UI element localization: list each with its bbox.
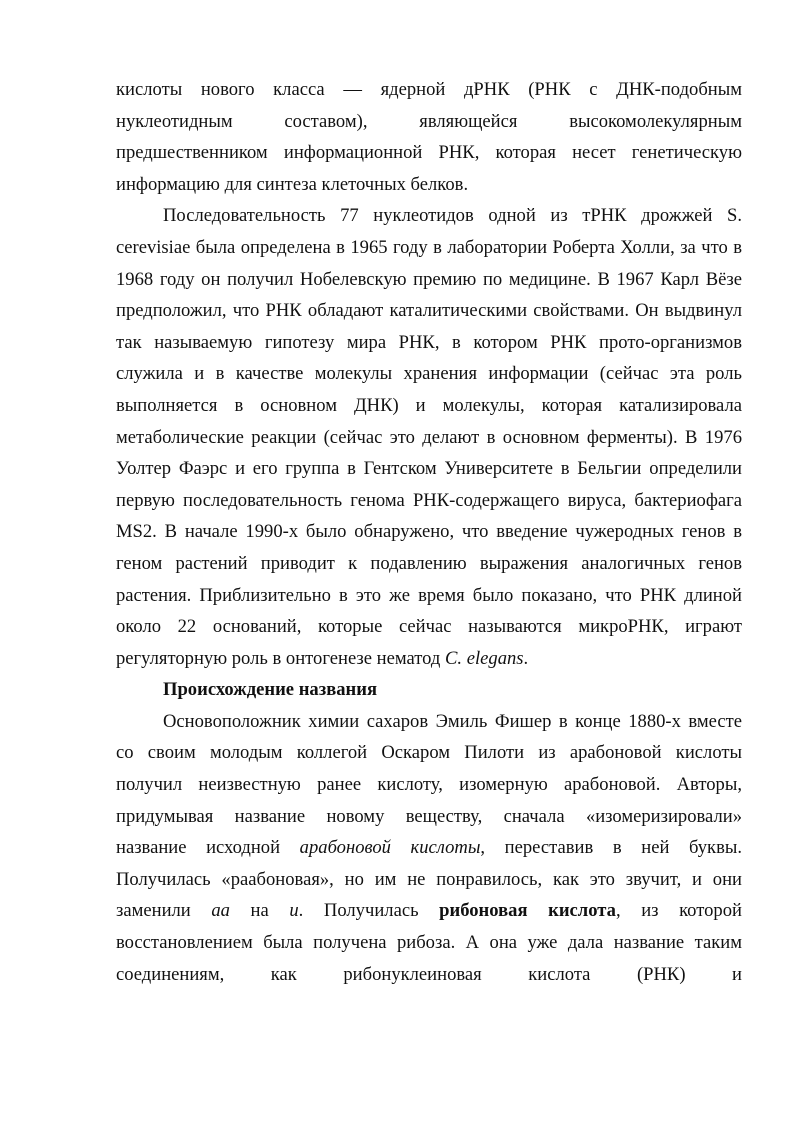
text-line: геном растений приводит к подавлению выражения аналогичных генов — [116, 552, 742, 574]
text-line — [116, 832, 742, 864]
text-line: растения. Приблизительно в это же время было показано, что РНК длиной — [116, 584, 742, 606]
text-fragment: , из которой — [615, 900, 742, 922]
document-page — [116, 74, 742, 990]
text-line: нуклеотидным составом), являющейся высокомолекулярным — [116, 110, 742, 132]
text-line: Получилась «раабоновая», но им не понравилось, как это звучит, и они — [116, 868, 742, 890]
paragraph-1 — [116, 74, 742, 200]
text-line: cerevisiae была определена в 1965 году в лаборатории Роберта Холли, за что в — [116, 236, 742, 258]
text-line: так называемую гипотезу мира РНК, в котором РНК прото-организмов — [116, 331, 742, 353]
text-line: предположил, что РНК обладают каталитическими свойствами. Он выдвинул — [116, 300, 742, 322]
text-fragment: на — [229, 900, 290, 922]
text-line: предшественником информационной РНК, которая несет генетическую — [116, 142, 742, 164]
text-line — [116, 895, 742, 927]
italic-term: арабоновой кислоты — [299, 837, 481, 859]
species-name-italic: C. elegans — [445, 647, 524, 669]
italic-term: аа — [211, 900, 230, 922]
text-line: 1968 году он получил Нобелевскую премию по медицине. В 1967 Карл Вёзе — [116, 268, 742, 290]
section-heading: Происхождение названия — [163, 679, 378, 701]
text-line: соединениям, как рибонуклеиновая кислота (РНК) и — [116, 963, 742, 985]
text-line: информацию для синтеза клеточных белков. — [116, 173, 469, 195]
paragraph-3 — [116, 706, 742, 990]
text-line — [116, 643, 742, 675]
text-line: первую последовательность генома РНК-содержащего вируса, бактериофага — [116, 489, 742, 511]
text-fragment: . Получилась — [298, 900, 440, 922]
text-fragment: название исходной — [116, 837, 300, 859]
text-line: Основоположник химии сахаров Эмиль Фишер в конце 1880-х вместе — [163, 710, 742, 732]
text-fragment: . — [523, 647, 529, 669]
text-fragment: , переставив в ней буквы. — [480, 837, 742, 859]
text-fragment: заменили — [116, 900, 212, 922]
text-fragment: регуляторную роль в онтогенезе нематод — [116, 647, 446, 669]
text-line: со своим молодым коллегой Оскаром Пилоти из арабоновой кислоты — [116, 742, 742, 764]
text-line: служила и в качестве молекулы хранения информации (сейчас эта роль — [116, 363, 742, 385]
text-line: кислоты нового класса — ядерной дРНК (РНК с ДНК-подобным — [116, 79, 742, 100]
italic-term: и — [289, 900, 299, 922]
text-line: получил неизвестную ранее кислоту, изомерную арабоновой. Авторы, — [116, 774, 742, 796]
paragraph-2 — [116, 200, 742, 674]
text-line: MS2. В начале 1990-х было обнаружено, что введение чужеродных генов в — [116, 521, 742, 543]
text-line: Уолтер Фаэрс и его группа в Гентском Университете в Бельгии определили — [116, 458, 742, 480]
text-line: выполняется в основном ДНК) и молекулы, которая катализировала — [116, 394, 742, 416]
bold-term: рибоновая кислота — [439, 900, 616, 922]
text-line: Последовательность 77 нуклеотидов одной из тРНК дрожжей S. — [163, 205, 742, 227]
text-line: метаболические реакции (сейчас это делают в основном ферменты). В 1976 — [116, 426, 742, 448]
text-line: около 22 оснований, которые сейчас называются микроРНК, играют — [116, 616, 742, 638]
text-line: восстановлением была получена рибоза. А она уже дала название таким — [116, 932, 742, 954]
text-line: придумывая название новому веществу, сначала «изомеризировали» — [116, 805, 742, 827]
